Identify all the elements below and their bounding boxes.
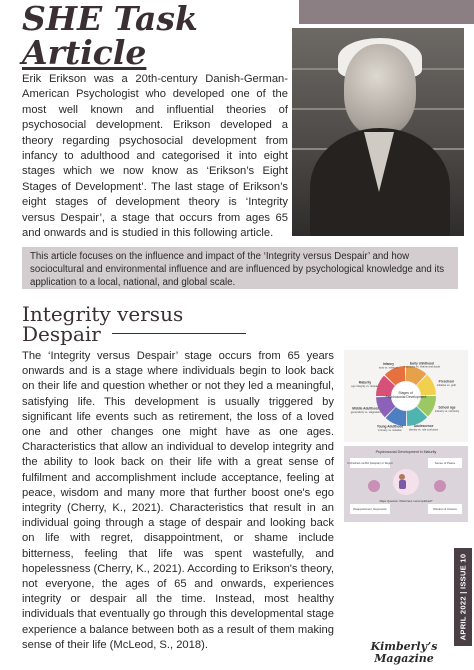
stages-wheel-graphic (344, 350, 468, 442)
maturity-right-top: Sense of Peace (434, 461, 456, 465)
maturity-graphic (344, 446, 468, 522)
stage-label: Middle Adulthood generativity vs. stagnation (350, 406, 381, 414)
magazine-name-line2: Magazine (374, 652, 434, 665)
maturity-diagram-title: Psychosocial Development in Maturity (375, 450, 437, 454)
intro-paragraph: Erik Erikson was a 20th-century Danish-German-American Psychologist who developed one of the most well known and influential theories of psychosocial development. Erikson developed a theory regarding psychosocial development from infancy to adulthood and categorised it into eight stages which we now know as ‘Erikson’s Eight Stages of Development’. The last stage of Erikson’s eight stages of development theory is ‘Integrity versus Despair’, a stage that occurs from ages 65 and onwards and is studied in this following article. (22, 73, 288, 240)
magazine-name (362, 641, 446, 665)
stage-label: Young Adulthood intimacy vs. isolation (376, 424, 404, 433)
magazine-name-line1: Kimberly’s (370, 640, 438, 653)
erikson-portrait-photo (292, 28, 464, 236)
page-title-line2: Article (22, 33, 147, 72)
psychosocial-stages-diagram (344, 350, 468, 442)
maturity-center-question: Major Question: What have I accomplished? (379, 500, 433, 503)
abstract-text: This article focuses on the influence and impact of the ‘Integrity versus Despair’ and how sociocultural and environmental influence and are influenced by psychological knowledge and its application to a local, national, and global scale. (30, 251, 445, 289)
section-body-text: The ‘Integrity versus Despair’ stage occurs from 65 years onwards and is a stage where individuals begin to look back on their life and question whether or not they led a meaningful, satisfying life. This development is usually triggered by significant life events such as retirement, the loss of a loved one and other changes one might have as one ages. Characteristics that allow an individual to develop integrity and the ability to look back on their life with a great sense of fulfilment and accomplishment include acceptance, feeling at peace, wisdom and many more that further boost one's ego integrity (Cherry, K., 2021). Characteristics that result in an individual going through a stage of despair and looking back on life with regret, disappointment, or shame include bitterness, feeling that life was spent wastefully, and hopelessness (Cherry, K., 2021). According to Erikson's theory, not everyone, the ages of 65 and onwards, experiences integrity or despair all the time. Instead, most healthy individuals that eventually go through this developmental stage experience a balance between both as a result of them making sense of their life (McLeod, S., 2018). (22, 350, 335, 651)
abstract-box (22, 247, 458, 289)
page-title (22, 2, 198, 70)
section-heading-line2: Despair (22, 322, 101, 346)
stage-label: Early childhood autonomy vs. shame and doubt (403, 361, 441, 369)
issue-sidebar (454, 548, 472, 646)
page-title-line1: SHE Task (22, 0, 198, 38)
stage-label: Infancy trust vs. mistrust (378, 361, 398, 370)
stage-label: Preschool initiative vs. guilt (436, 379, 456, 387)
maturity-development-diagram (344, 446, 468, 522)
issue-label: APRIL 2022 | ISSUE 10 (458, 553, 468, 641)
section-heading (22, 304, 183, 344)
wheel-center-label: Stages of Psychosocial Development (385, 391, 427, 399)
header-accent-box (299, 0, 474, 24)
maturity-left-top: Unfinished conflict (Despair) or Regret (347, 462, 393, 465)
heading-underline (112, 333, 246, 334)
section-heading-line1: Integrity versus (22, 302, 184, 326)
maturity-right-bottom: Wisdom & Closure (433, 507, 457, 511)
stage-label: Adolescence identity vs. role confusion (409, 424, 439, 432)
maturity-left-bottom: Disappointment, Depression (353, 508, 387, 511)
stage-label: School age industry vs. inferiority (434, 405, 460, 413)
stage-label: Maturity ego integrity vs. despair (351, 380, 379, 388)
